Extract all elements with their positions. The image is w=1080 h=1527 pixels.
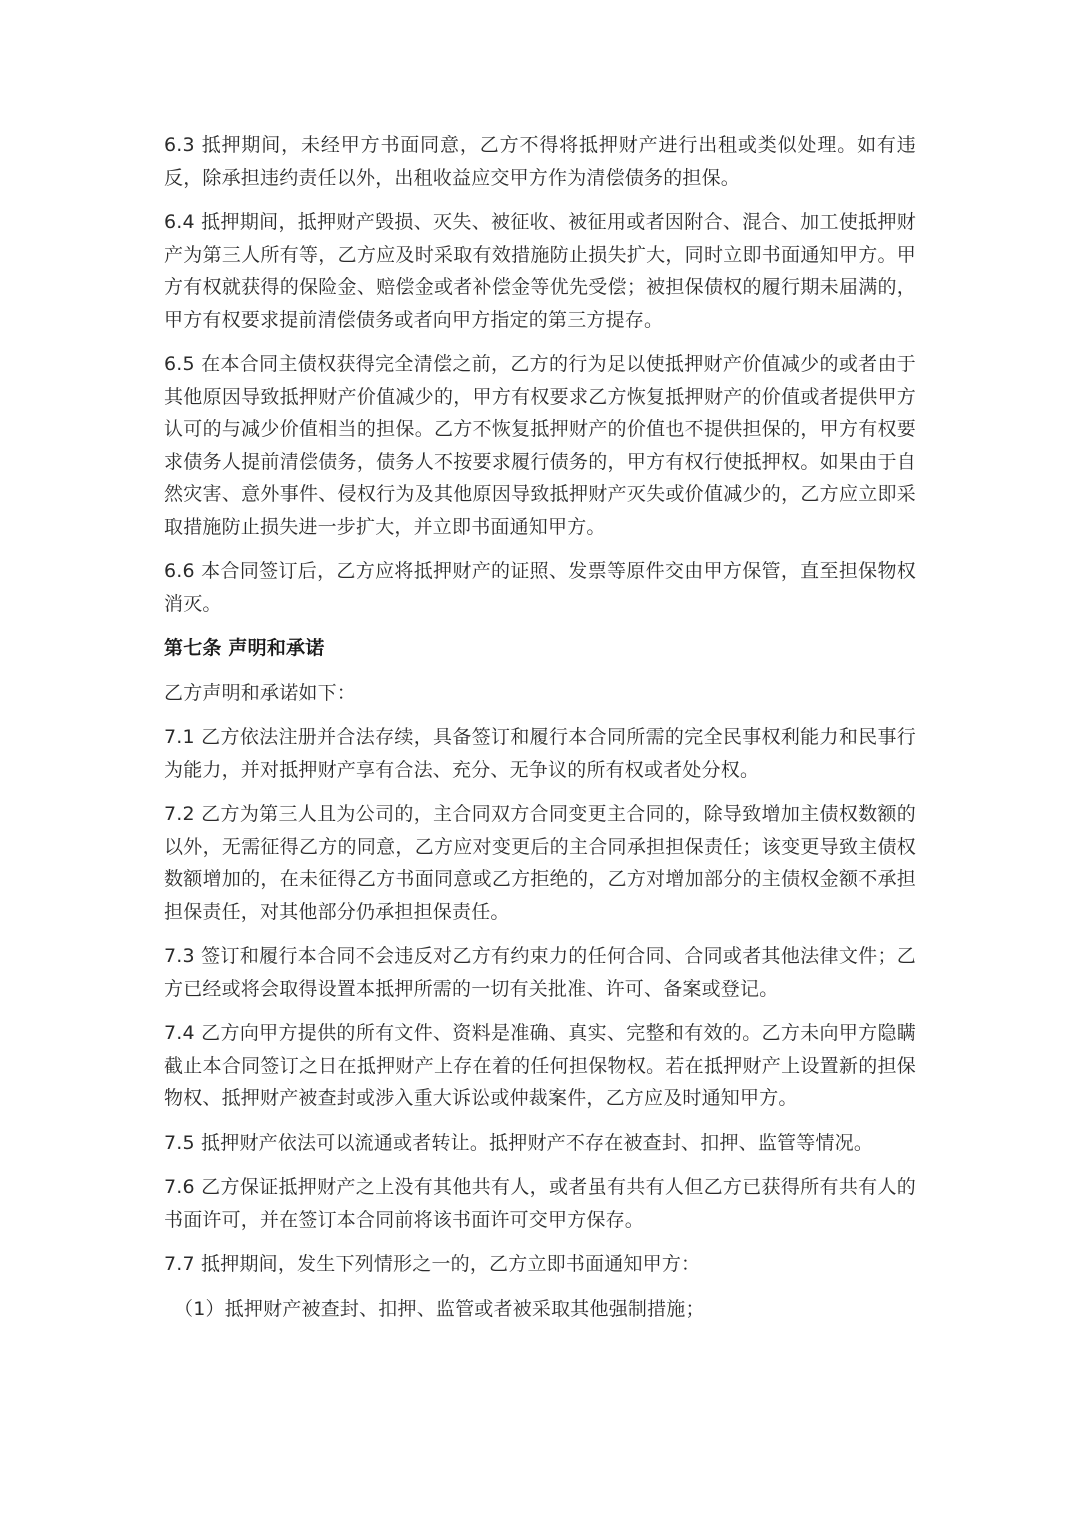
clause-7-4: 7.4 乙方向甲方提供的所有文件、资料是准确、真实、完整和有效的。乙方未向甲方隐瞒截止本合同签订之日在抵押财产上存在着的任何担保物权。若在抵押财产上设置新的担保物权、抵押财产被查封或涉入重大诉讼或仲裁案件，乙方应及时通知甲方。 <box>164 1022 916 1109</box>
clause-7-6: 7.6 乙方保证抵押财产之上没有其他共有人，或者虽有共有人但乙方已获得所有共有人的书面许可，并在签订本合同前将该书面许可交甲方保存。 <box>164 1176 916 1231</box>
clause-7-3: 7.3 签订和履行本合同不会违反对乙方有约束力的任何合同、合同或者其他法律文件；乙方已经或将会取得设置本抵押所需的一切有关批准、许可、备案或登记。 <box>164 945 916 1000</box>
clause-6-6: 6.6 本合同签订后，乙方应将抵押财产的证照、发票等原件交由甲方保管，直至担保物权消灭。 <box>164 560 916 615</box>
clause-7-7: 7.7 抵押期间，发生下列情形之一的，乙方立即书面通知甲方： <box>164 1253 701 1275</box>
clause-7-5: 7.5 抵押财产依法可以流通或者转让。抵押财产不存在被查封、扣押、监管等情况。 <box>164 1131 874 1154</box>
document-body <box>164 129 916 1337</box>
clause-6-4: 6.4 抵押期间，抵押财产毁损、灭失、被征收、被征用或者因附合、混合、加工使抵押财产为第三人所有等，乙方应及时采取有效措施防止损失扩大，同时立即书面通知甲方。甲方有权就获得的保险金、赔偿金或者补偿金等优先受偿；被担保债权的履行期未届满的，甲方有权要求提前清偿债务或者向甲方指定的第三方提存。 <box>164 211 916 331</box>
clause-6-5: 6.5 在本合同主债权获得完全清偿之前，乙方的行为足以使抵押财产价值减少的或者由于其他原因导致抵押财产价值减少的，甲方有权要求乙方恢复抵押财产的价值或者提供甲方认可的与减少价值相当的担保。乙方不恢复抵押财产的价值也不提供担保的，甲方有权要求债务人提前清偿债务，债务人不按要求履行债务的，甲方有权行使抵押权。如果由于自然灾害、意外事件、侵权行为及其他原因导致抵押财产灭失或价值减少的，乙方应立即采取措施防止损失进一步扩大，并立即书面通知甲方。 <box>164 353 916 538</box>
sub-item-1: （1）抵押财产被查封、扣押、监管或者被采取其他强制措施； <box>174 1297 705 1320</box>
clause-7-1: 7.1 乙方依法注册并合法存续，具备签订和履行本合同所需的完全民事权利能力和民事行为能力，并对抵押财产享有合法、充分、无争议的所有权或者处分权。 <box>164 726 916 781</box>
section-intro: 乙方声明和承诺如下： <box>164 681 357 704</box>
clause-6-3: 6.3 抵押期间，未经甲方书面同意，乙方不得将抵押财产进行出租或类似处理。如有违反，除承担违约责任以外，出租收益应交甲方作为清偿债务的担保。 <box>164 134 916 189</box>
section-heading-article-7: 第七条 声明和承诺 <box>164 637 325 659</box>
clause-7-2: 7.2 乙方为第三人且为公司的，主合同双方合同变更主合同的，除导致增加主债权数额的以外，无需征得乙方的同意，乙方应对变更后的主合同承担担保责任；该变更导致主债权数额增加的，在未征得乙方书面同意或乙方拒绝的，乙方对增加部分的主债权金额不承担担保责任，对其他部分仍承担担保责任。 <box>164 803 916 923</box>
